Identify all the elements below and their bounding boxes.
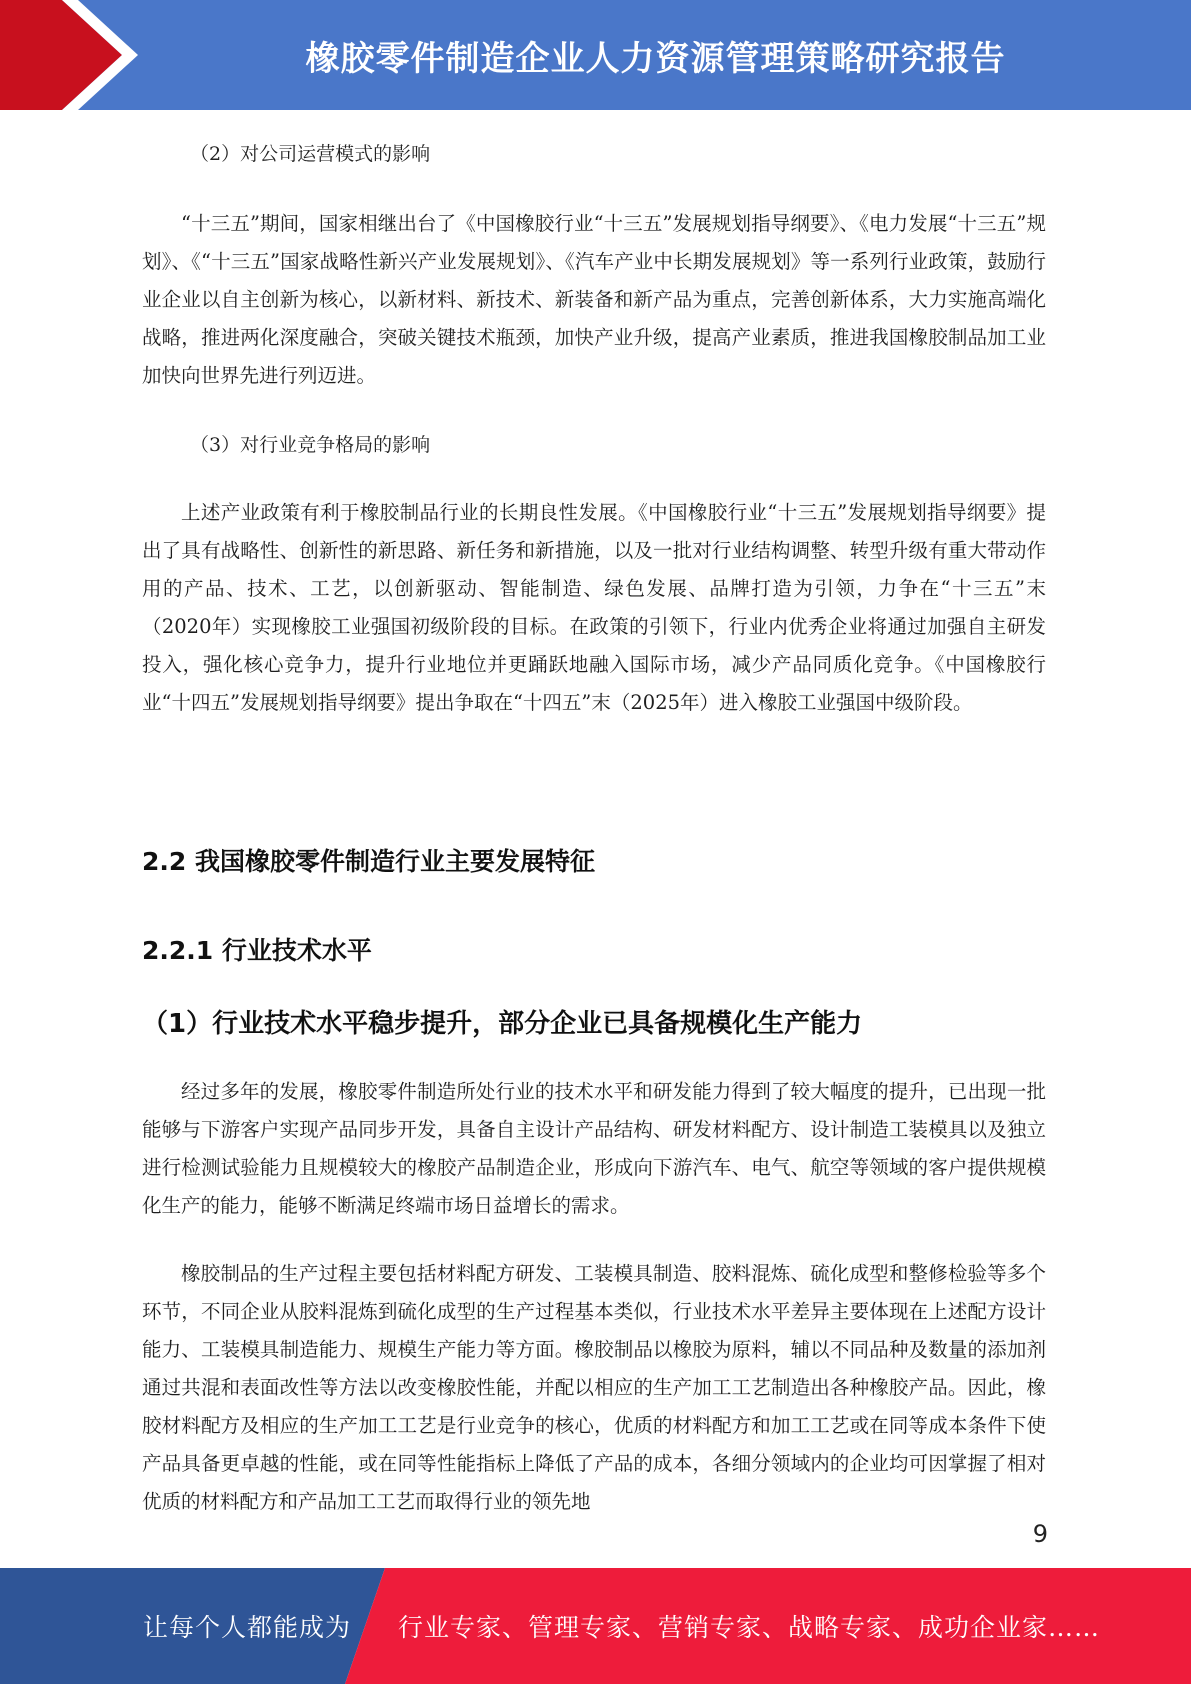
subsection-heading-1: （1）行业技术水平稳步提升，部分企业已具备规模化生产能力 <box>142 1009 863 1039</box>
page-footer <box>0 1568 1191 1684</box>
page-header <box>0 0 1191 110</box>
header-chevron-icon <box>0 0 160 110</box>
footer-slogan-right: 行业专家、管理专家、营销专家、战略专家、成功企业家…… <box>398 1613 1101 1642</box>
subheading-operation-mode: （2）对公司运营模式的影响 <box>190 143 431 165</box>
paragraph-tech-level: 经过多年的发展，橡胶零件制造所处行业的技术水平和研发能力得到了较大幅度的提升，已出现一批能够与下游客户实现产品同步开发，具备自主设计产品结构、研发材料配方、设计制造工装模具以及独立进行检测试验能力且规模较大的橡胶产品制造企业，形成向下游汽车、电气、航空等领域的客户提供规模化生产的能力，能够不断满足终端市场日益增长的需求。 <box>142 1080 1046 1217</box>
page-number: 9 <box>1032 1520 1048 1548</box>
section-heading-2-2-1: 2.2.1 行业技术水平 <box>142 936 372 965</box>
subheading-competition: （3）对行业竞争格局的影响 <box>190 434 431 456</box>
paragraph-policy: “十三五”期间，国家相继出台了《中国橡胶行业“十三五”发展规划指导纲要》、《电力发展“十三五”规划》、《“十三五”国家战略性新兴产业发展规划》、《汽车产业中长期发展规划》等一系列行业政策，鼓励行业企业以自主创新为核心，以新材料、新技术、新装备和新产品为重点，完善创新体系，大力实施高端化战略，推进两化深度融合，突破关键技术瓶颈，加快产业升级，提高产业素质，推进我国橡胶制品加工业加快向世界先进行列迈进。 <box>142 212 1046 387</box>
footer-slogan-left: 让每个人都能成为 <box>143 1613 352 1642</box>
paragraph-production-process: 橡胶制品的生产过程主要包括材料配方研发、工装模具制造、胶料混炼、硫化成型和整修检验等多个环节，不同企业从胶料混炼到硫化成型的生产过程基本类似，行业技术水平差异主要体现在上述配方设计能力、工装模具制造能力、规模生产能力等方面。橡胶制品以橡胶为原料，辅以不同品种及数量的添加剂通过共混和表面改性等方法以改变橡胶性能，并配以相应的生产加工工艺制造出各种橡胶产品。因此，橡胶材料配方及相应的生产加工工艺是行业竞争的核心，优质的材料配方和加工工艺或在同等成本条件下使产品具备更卓越的性能，或在同等性能指标上降低了产品的成本，各细分领域内的企业均可因掌握了相对优质的材料配方和产品加工工艺而取得行业的领先地 <box>142 1262 1046 1513</box>
paragraph-industry-policy: 上述产业政策有利于橡胶制品行业的长期良性发展。《中国橡胶行业“十三五”发展规划指导纲要》提出了具有战略性、创新性的新思路、新任务和新措施，以及一批对行业结构调整、转型升级有重大带动作用的产品、技术、工艺，以创新驱动、智能制造、绿色发展、品牌打造为引领，力争在“十三五”末（2020年）实现橡胶工业强国初级阶段的目标。在政策的引领下，行业内优秀企业将通过加强自主研发投入，强化核心竞争力，提升行业地位并更踊跃地融入国际市场，减少产品同质化竞争。《中国橡胶行业“十四五”发展规划指导纲要》提出争取在“十四五”末（2025年）进入橡胶工业强国中级阶段。 <box>142 501 1046 714</box>
report-title: 橡胶零件制造企业人力资源管理策略研究报告 <box>305 38 1006 79</box>
section-heading-2-2: 2.2 我国橡胶零件制造行业主要发展特征 <box>142 847 595 876</box>
